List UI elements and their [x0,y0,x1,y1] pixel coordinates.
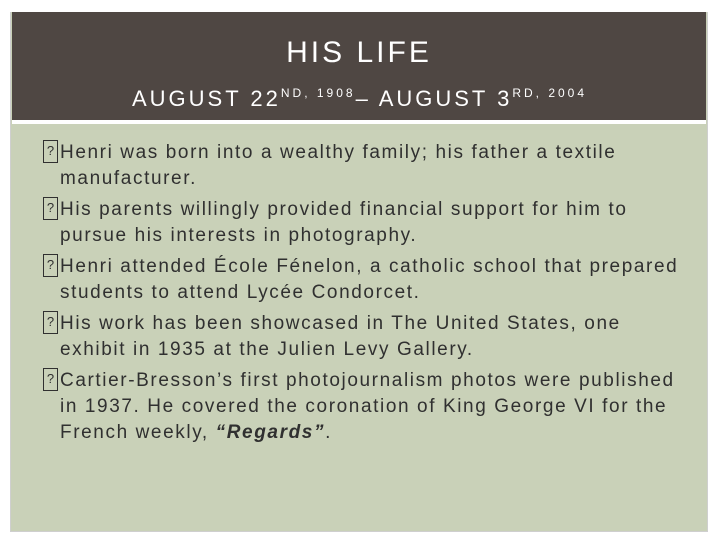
bullet-text: Henri attended École Fénelon, a catholic school that prepared students to attend Lycée Condorcet. [60,256,679,303]
slide-subtitle-dates [132,80,587,112]
bullet-text: Cartier-Bresson’s first photojournalism photos were published in 1937. He covered the coronation of King George VI for the French weekly, [60,370,675,443]
end-date-prefix: – AUGUST 3 [355,86,513,111]
start-date-prefix: AUGUST 22 [132,86,281,111]
missing-glyph-icon: ? [43,197,58,220]
regards-emphasis: “Regards” [215,422,326,443]
bullet-item [43,140,693,192]
bullet-text: His work has been showcased in The United States, one exhibit in 1935 at the Julien Levy Gallery. [60,313,621,360]
bullet-item [43,254,693,306]
bullet-item [43,311,693,363]
bullet-trailing-period: . [325,422,332,443]
bullet-list [43,140,693,451]
bullet-text: Henri was born into a wealthy family; his father a textile manufacturer. [60,142,617,189]
missing-glyph-icon: ? [43,140,58,163]
missing-glyph-icon: ? [43,311,58,334]
title-divider [12,120,706,124]
missing-glyph-icon: ? [43,368,58,391]
slide-title: HIS LIFE [286,36,432,69]
start-date-suffix: ND, 1908 [280,86,356,100]
bullet-item [43,197,693,249]
missing-glyph-icon: ? [43,254,58,277]
bullet-item [43,368,693,446]
end-date-suffix: RD, 2004 [512,86,588,100]
bullet-text: His parents willingly provided financial support for him to pursue his interests in photography. [60,199,628,246]
